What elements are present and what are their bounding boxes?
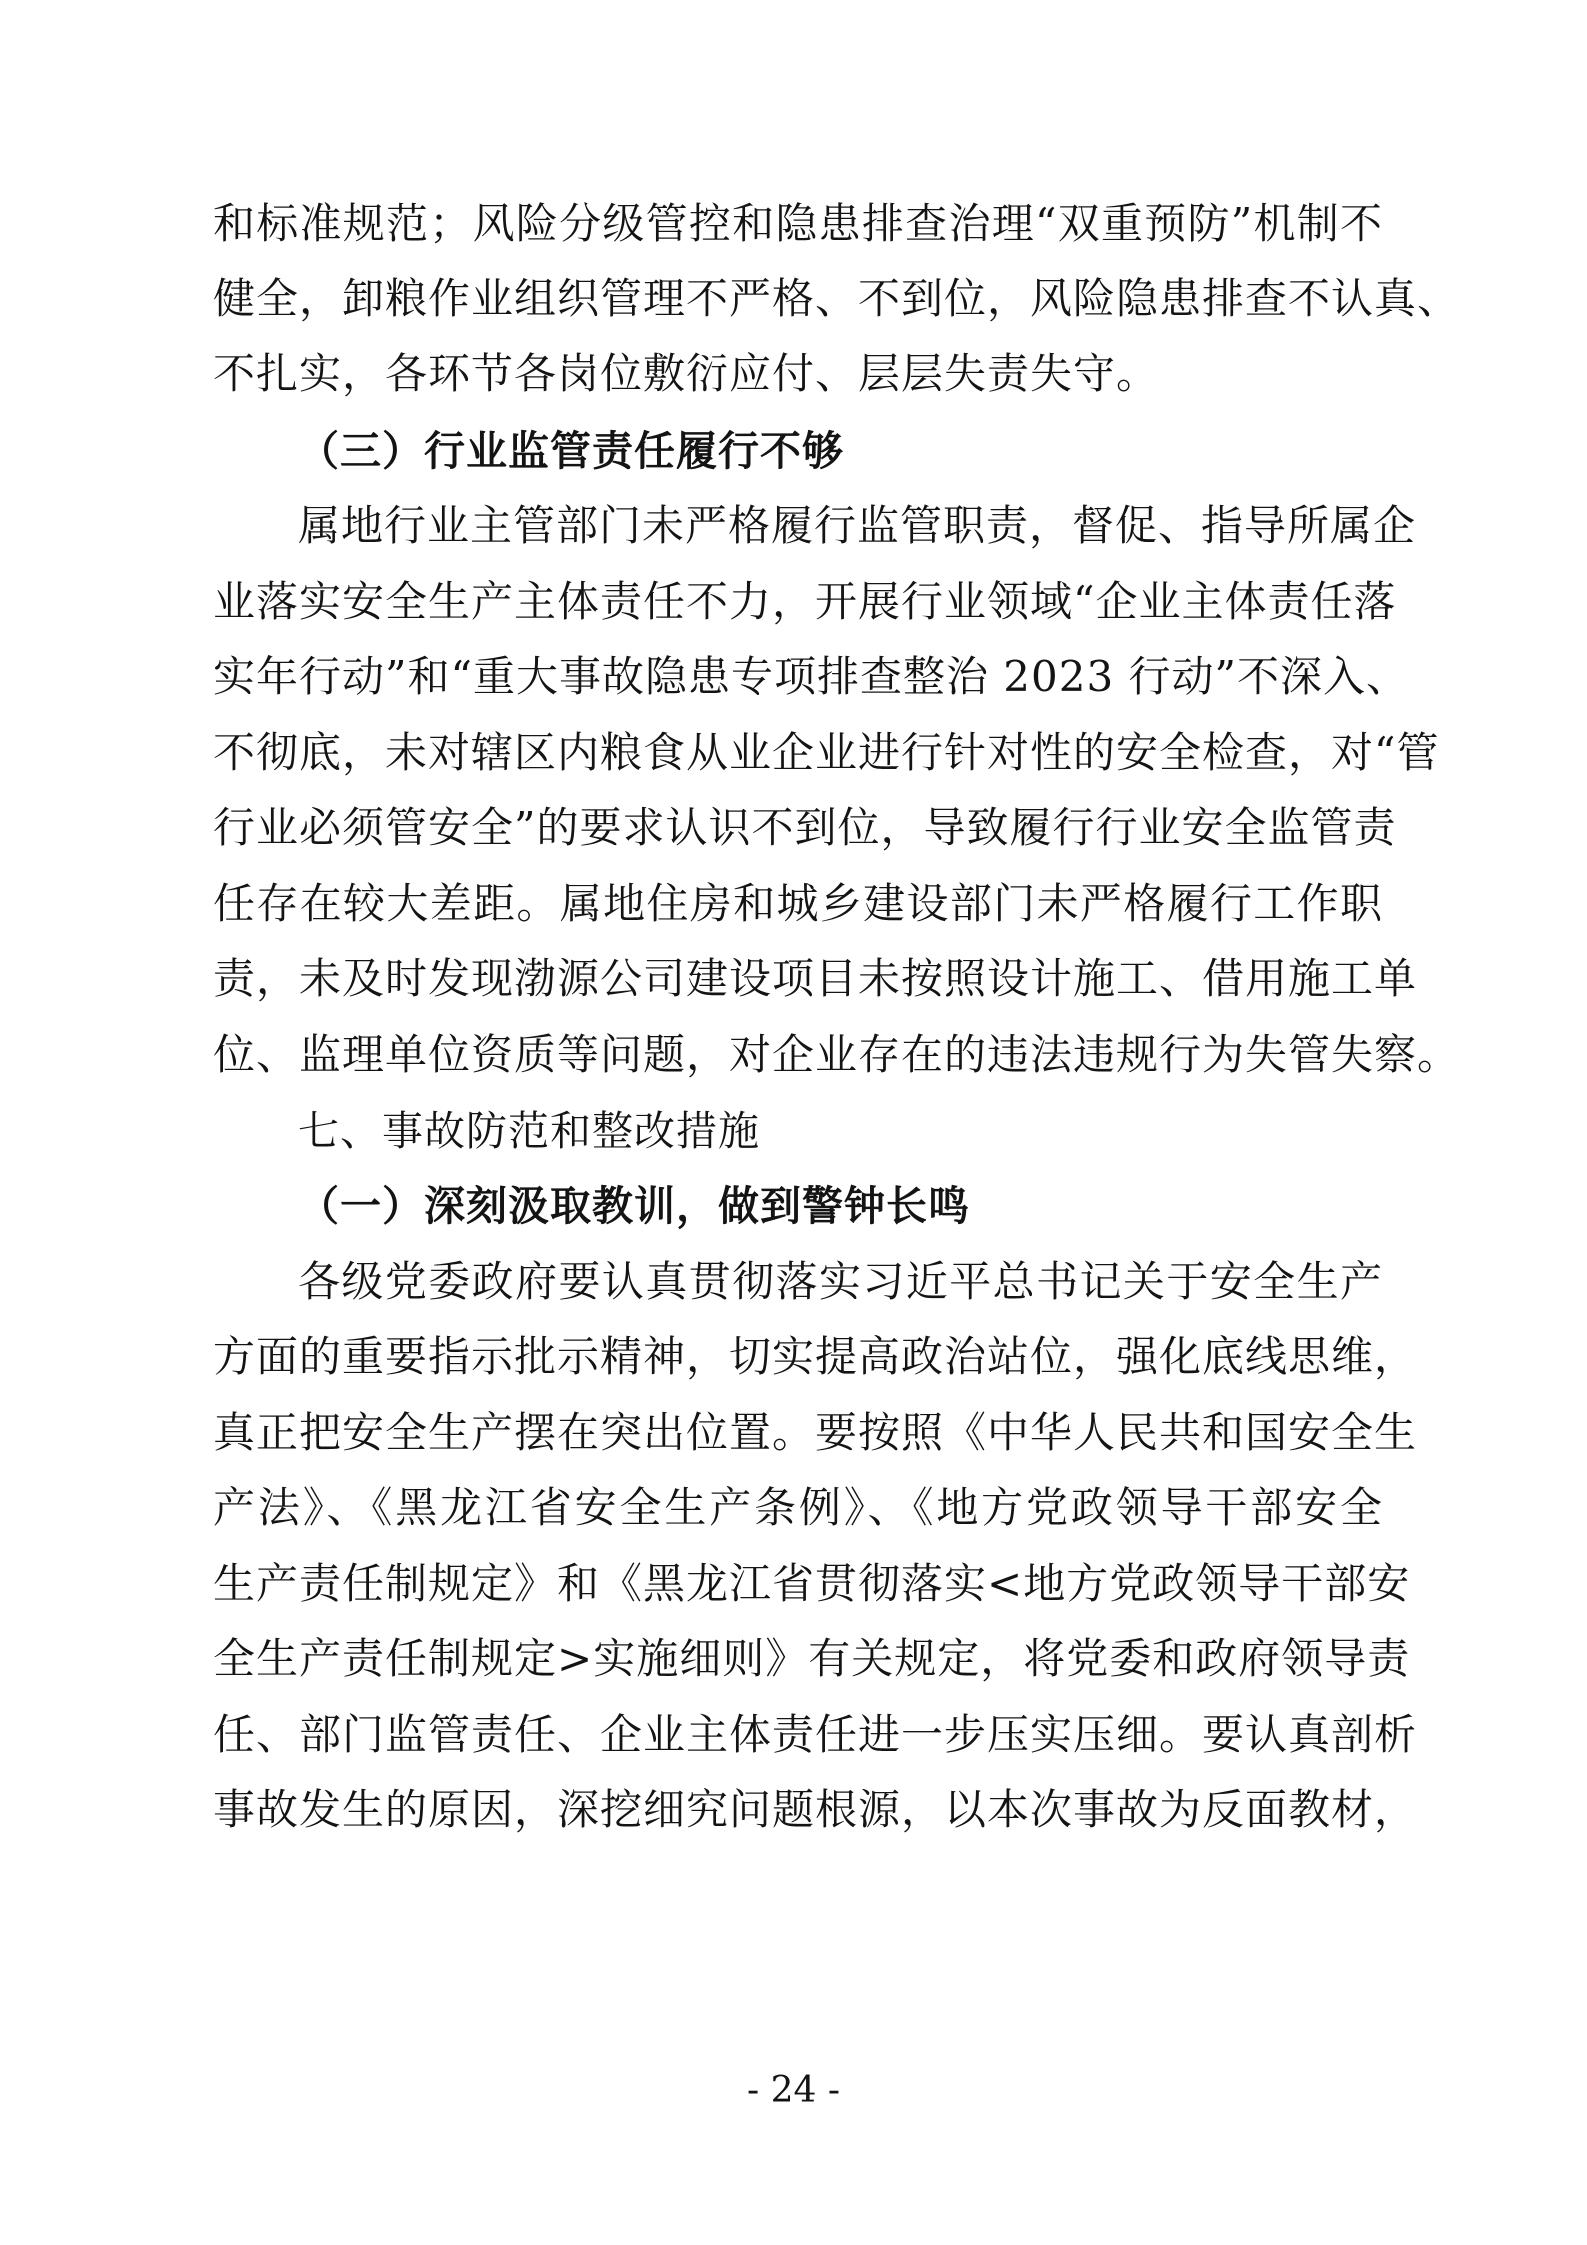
paragraph-line: 和标准规范；风险分级管控和隐患排查治理“双重预防”机制不 (213, 199, 1383, 248)
paragraph-line: 生产责任制规定》和《黑龙江省贯彻落实<地方党政领导干部安 (213, 1559, 1411, 1608)
paragraph-line: 健全，卸粮作业组织管理不严格、不到位，风险隐患排查不认真、 (213, 274, 1461, 323)
paragraph-line: 行业必须管安全”的要求认识不到位，导致履行行业安全监管责 (213, 803, 1397, 852)
section-heading: 七、事故防范和整改措施 (298, 1107, 760, 1155)
paragraph-line: 责，未及时发现渤源公司建设项目未按照设计施工、借用施工单 (213, 954, 1418, 1003)
paragraph-line: 不扎实，各环节各岗位敷衍应付、层层失责失守。 (213, 349, 1160, 398)
paragraph-line: 位、监理单位资质等问题，对企业存在的违法违规行为失管失察。 (213, 1030, 1461, 1079)
paragraph-line: 业落实安全生产主体责任不力，开展行业领域“企业主体责任落 (213, 577, 1397, 626)
paragraph-line: 真正把安全生产摆在突出位置。要按照《中华人民共和国安全生 (213, 1408, 1418, 1457)
paragraph-line: 事故发生的原因，深挖细究问题根源，以本次事故为反面教材， (213, 1785, 1418, 1834)
subsection-heading: （三）行业监管责任履行不够 (298, 427, 844, 475)
subsection-heading: （一）深刻汲取教训，做到警钟长鸣 (298, 1182, 970, 1230)
paragraph-line: 不彻底，未对辖区内粮食从业企业进行针对性的安全检查，对“管 (213, 728, 1440, 777)
paragraph-line: 属地行业主管部门未严格履行监管职责，督促、指导所属企 (298, 501, 1417, 550)
paragraph-line: 方面的重要指示批示精神，切实提高政治站位，强化底线思维， (213, 1332, 1418, 1381)
paragraph-line: 产法》、《黑龙江省安全生产条例》、《地方党政领导干部安全 (213, 1483, 1383, 1532)
paragraph-line: 各级党委政府要认真贯彻落实习近平总书记关于安全生产 (298, 1257, 1383, 1306)
page-number: - 24 - (746, 2070, 841, 2111)
paragraph-line: 任存在较大差距。属地住房和城乡建设部门未严格履行工作职 (213, 879, 1383, 928)
paragraph-line: 任、部门监管责任、企业主体责任进一步压实压细。要认真剖析 (213, 1710, 1418, 1759)
paragraph-line: 全生产责任制规定>实施细则》有关规定，将党委和政府领导责 (213, 1634, 1411, 1683)
paragraph-line: 实年行动”和“重大事故隐患专项排查整治 2023 行动”不深入、 (213, 652, 1410, 701)
